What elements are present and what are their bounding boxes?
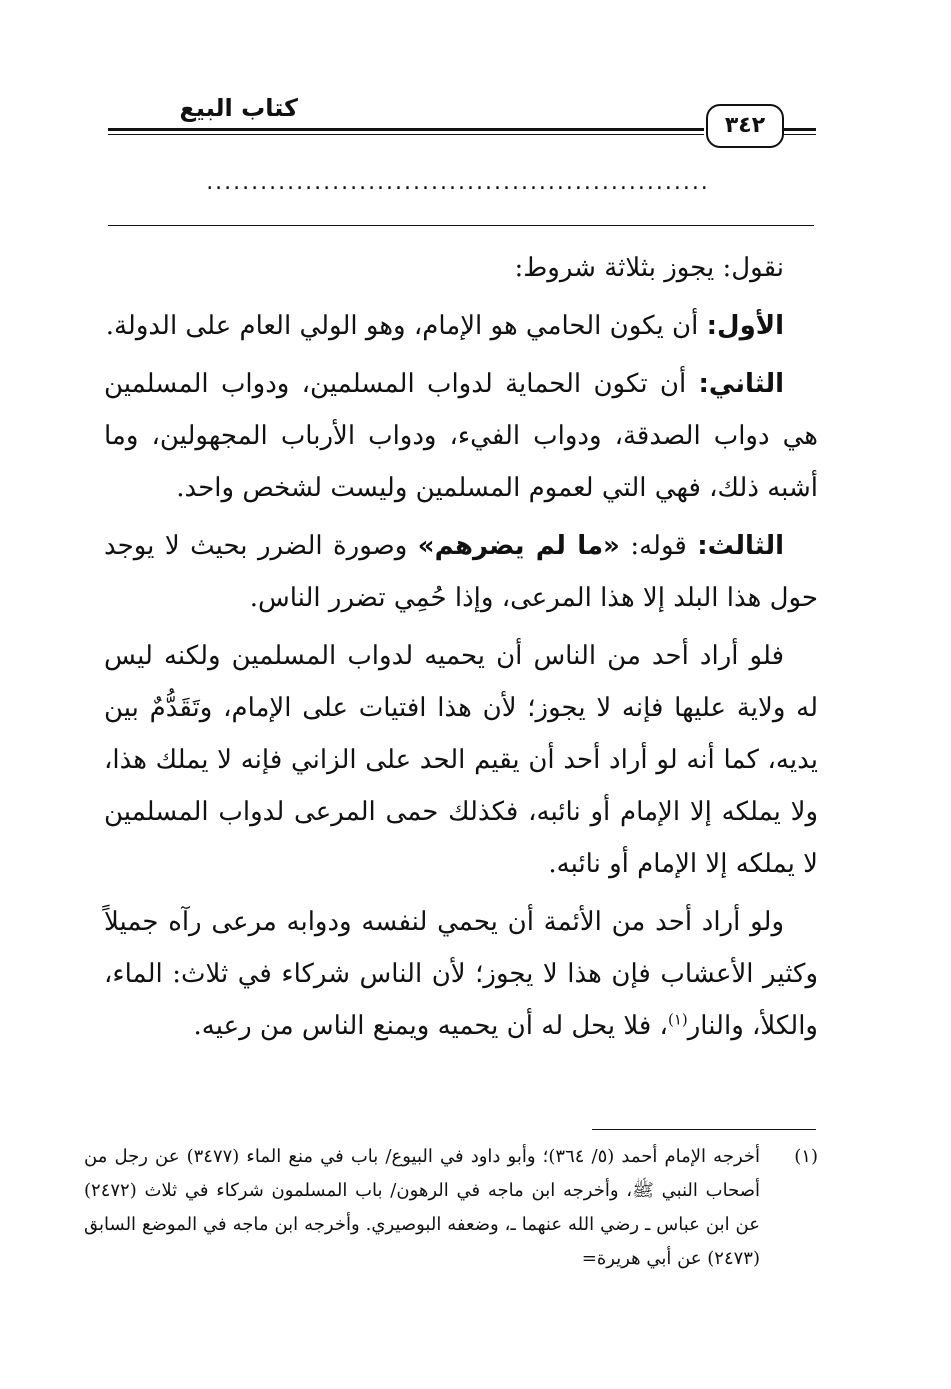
header-rule-right (782, 128, 816, 131)
paragraph-5-text-a: ولو أراد أحد من الأئمة أن يحمي لنفسه ودوابه مرعى رآه جميلاً وكثير الأعشاب فإن هذا لا يجوز؛ لأن الناس شركاء في ثلاث: الماء، والكلأ، والنار (104, 907, 818, 1041)
first-condition-paragraph (104, 300, 818, 352)
running-header-title: كتاب البيع (179, 94, 298, 122)
third-condition-lead: الثالث: (697, 531, 785, 561)
footnote (84, 1140, 818, 1276)
footnote-rule (592, 1129, 816, 1130)
footnote-text: أخرجه الإمام أحمد (٥/ ٣٦٤)؛ وأبو داود في البيوع/ باب في منع الماء (٣٤٧٧) عن رجل من أصحاب النبي ﷺ، وأخرجه ابن ماجه في الرهون/ باب المسلمون شركاء في ثلاث (٢٤٧٢) عن ابن عباس ـ رضي الله عنهما ـ، وضعفه البوصيري. وأخرجه ابن ماجه في الموضع السابق (٢٤٧٣) عن أبي هريرة= (84, 1146, 760, 1269)
intro-text: نقول: يجوز بثلاثة شروط: (514, 253, 784, 283)
third-condition-paragraph (104, 520, 818, 624)
main-text (104, 242, 818, 1052)
section-rule (108, 225, 814, 226)
header-rule-left (108, 128, 704, 131)
footnote-number: (١) (794, 1146, 818, 1167)
header-rule-right-thin (782, 134, 816, 135)
intro-paragraph (104, 242, 818, 294)
page-number: ٣٤٢ (706, 104, 784, 148)
second-condition-paragraph (104, 358, 818, 514)
second-condition-lead: الثاني: (698, 369, 785, 399)
header-rule-left-thin (108, 134, 704, 135)
paragraph-5-text-b: ، فلا يحل له أن يحميه ويمنع الناس من رعيه. (193, 1011, 668, 1041)
footnote-reference[interactable]: (١) (667, 1010, 688, 1029)
third-condition-text: وصورة الضرر بحيث لا يوجد حول هذا البلد إلا هذا المرعى، وإذا حُمِي تضرر الناس. (104, 531, 818, 613)
first-condition-text: أن يكون الحامي هو الإمام، وهو الولي العام على الدولة. (105, 311, 699, 341)
second-condition-text: أن تكون الحماية لدواب المسلمين، ودواب المسلمين هي دواب الصدقة، ودواب الفيء، ودواب الأرباب المجهولين، وما أشبه ذلك، فهي التي لعموم المسلمين وليست لشخص واحد. (104, 369, 818, 503)
third-condition-pre: قوله: (630, 531, 687, 561)
hadith-quote: «ما لم يضرهم» (417, 531, 620, 561)
paragraph-5 (104, 896, 818, 1052)
paragraph-4 (104, 630, 818, 890)
first-condition-lead: الأول: (706, 311, 784, 341)
paragraph-4-text: فلو أراد أحد من الناس أن يحميه لدواب المسلمين ولكنه ليس له ولاية عليها فإنه لا يجوز؛ لأن هذا افتيات على الإمام، وتَقَدُّمٌ بين يديه، كما أنه لو أراد أحد أن يقيم الحد على الزاني فإنه لا يملك هذا، ولا يملكه إلا الإمام أو نائبه، فكذلك حمى المرعى لدواب المسلمين لا يملكه إلا الإمام أو نائبه. (104, 641, 818, 879)
dotted-separator: ........................................................ (206, 170, 710, 195)
